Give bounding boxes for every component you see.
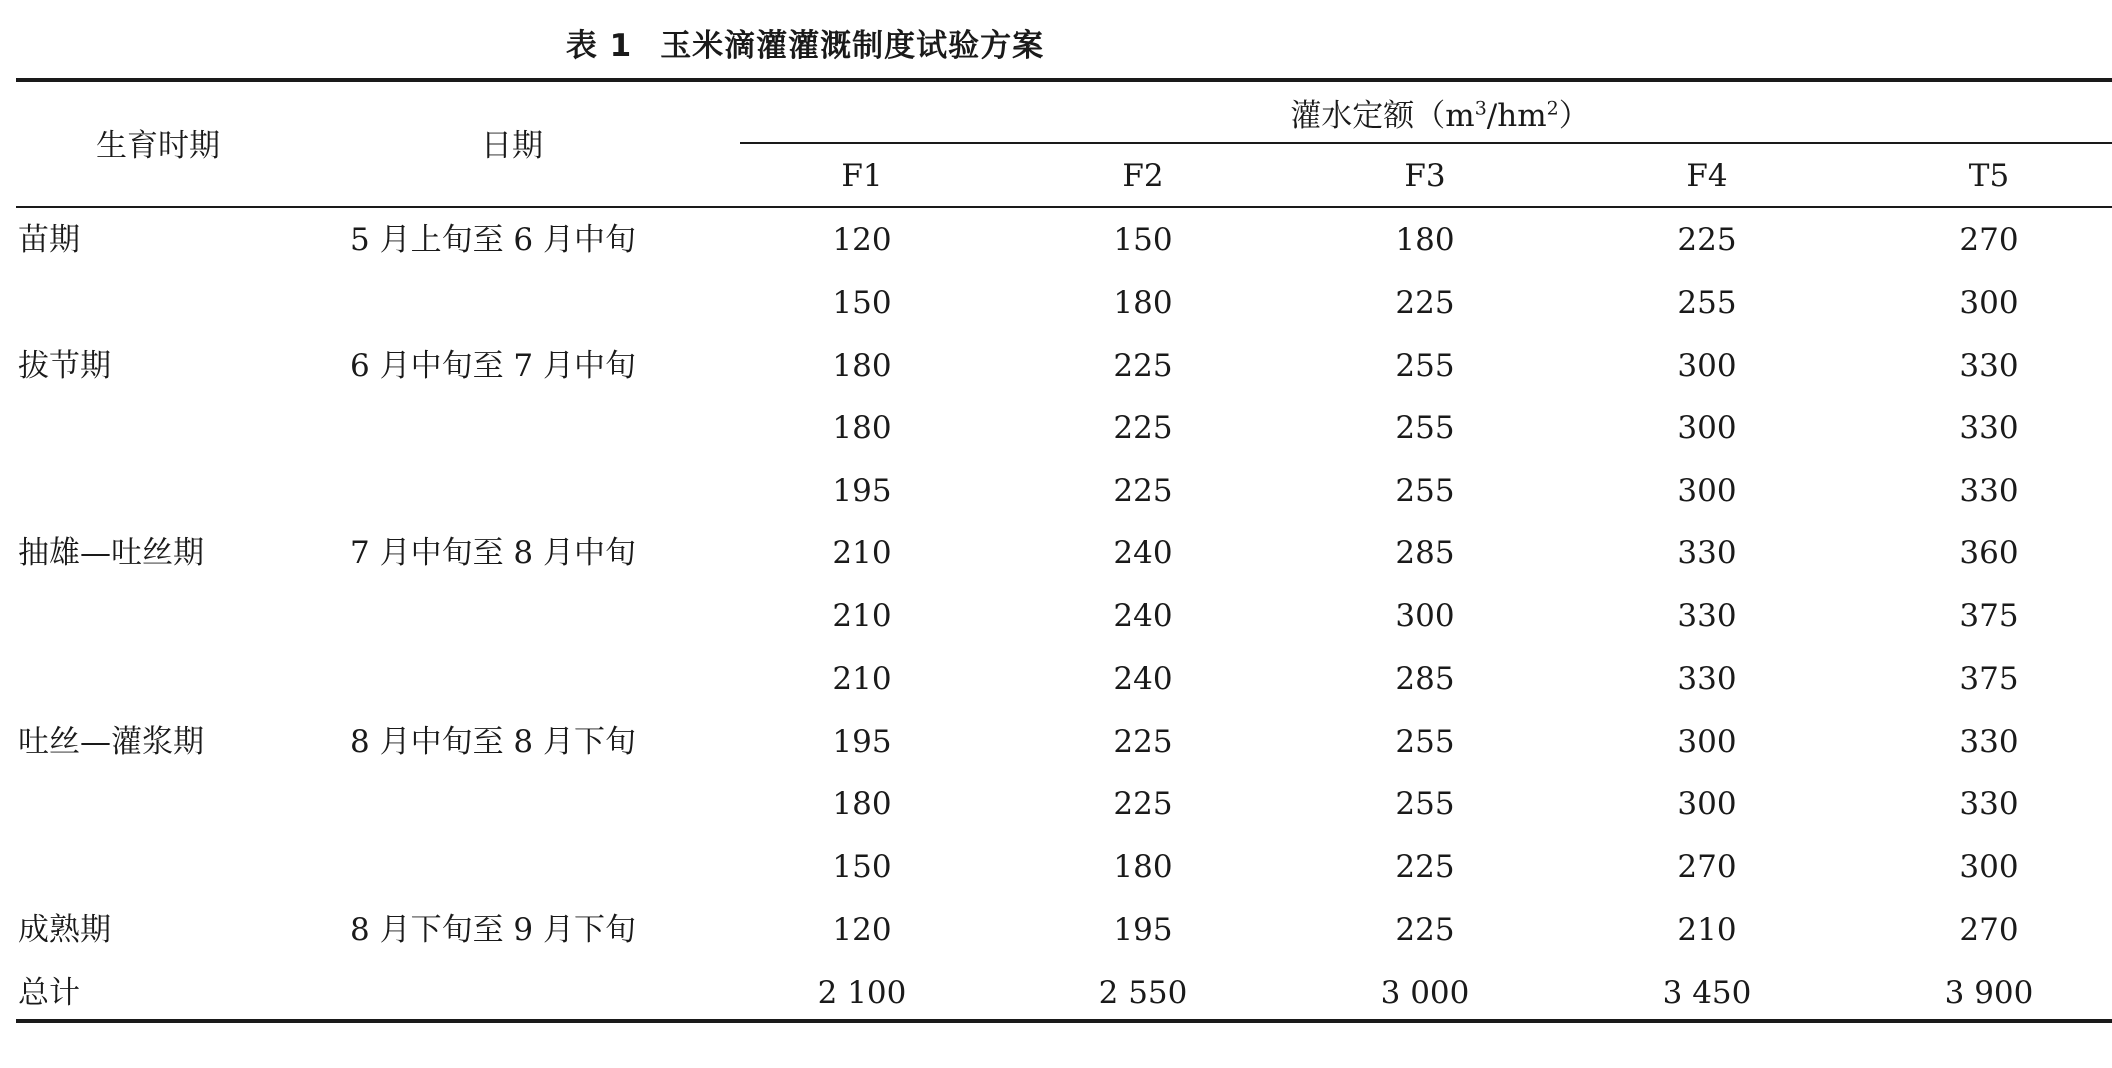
row-stage: 吐丝—灌浆期	[18, 724, 204, 760]
value-cell-f1: 210	[832, 661, 892, 697]
value-cell-t5: 330	[1959, 348, 2019, 384]
row-date: 8 月下旬至 9 月下旬	[350, 912, 637, 948]
value-cell-f1: 195	[832, 724, 892, 760]
value-cell-f3: 225	[1395, 849, 1455, 885]
value-cell-f2: 180	[1113, 285, 1173, 321]
value-cell-t5: 270	[1959, 912, 2019, 948]
row-stage: 成熟期	[18, 912, 111, 948]
column-header-2: F2	[1122, 158, 1164, 194]
value-cell-t5: 330	[1959, 786, 2019, 822]
value-cell-f4: 330	[1677, 535, 1737, 571]
value-cell-f4: 270	[1677, 849, 1737, 885]
value-cell-f1: 150	[832, 849, 892, 885]
value-cell-f4: 210	[1677, 912, 1737, 948]
value-cell-f3: 285	[1395, 661, 1455, 697]
value-cell-f4: 330	[1677, 661, 1737, 697]
value-cell-t5: 330	[1959, 724, 2019, 760]
row-date: 6 月中旬至 7 月中旬	[350, 348, 637, 384]
row-stage: 苗期	[18, 222, 80, 258]
table-title: 玉米滴灌灌溉制度试验方案	[660, 28, 1045, 64]
value-cell-t5: 3 900	[1944, 975, 2034, 1011]
value-cell-f4: 300	[1677, 724, 1737, 760]
value-cell-f2: 225	[1113, 410, 1173, 446]
value-cell-f1: 210	[832, 598, 892, 634]
value-cell-f1: 2 100	[817, 975, 907, 1011]
value-cell-t5: 360	[1959, 535, 2019, 571]
value-cell-f3: 225	[1395, 912, 1455, 948]
column-header-5: T5	[1968, 158, 2010, 194]
value-cell-f3: 255	[1395, 786, 1455, 822]
row-stage: 抽雄—吐丝期	[18, 535, 204, 571]
value-cell-f4: 300	[1677, 410, 1737, 446]
value-cell-f2: 240	[1113, 598, 1173, 634]
value-cell-t5: 270	[1959, 222, 2019, 258]
value-cell-f2: 195	[1113, 912, 1173, 948]
header-group-sup1: 3	[1474, 97, 1487, 120]
bottom-rule	[16, 1019, 2112, 1023]
value-cell-f3: 285	[1395, 535, 1455, 571]
value-cell-t5: 375	[1959, 661, 2019, 697]
value-cell-f3: 3 000	[1380, 975, 1470, 1011]
row-date: 5 月上旬至 6 月中旬	[350, 222, 637, 258]
value-cell-t5: 330	[1959, 410, 2019, 446]
row-date: 7 月中旬至 8 月中旬	[350, 535, 637, 571]
header-stage: 生育时期	[96, 128, 220, 164]
value-cell-f1: 150	[832, 285, 892, 321]
value-cell-f2: 180	[1113, 849, 1173, 885]
group-header-rule	[740, 142, 2112, 144]
row-date: 8 月中旬至 8 月下旬	[350, 724, 637, 760]
column-header-1: F1	[841, 158, 883, 194]
column-header-4: F4	[1686, 158, 1728, 194]
value-cell-f1: 180	[832, 786, 892, 822]
header-group-mid: /hm	[1486, 98, 1547, 134]
value-cell-t5: 330	[1959, 473, 2019, 509]
value-cell-f1: 210	[832, 535, 892, 571]
value-cell-f3: 255	[1395, 410, 1455, 446]
value-cell-f4: 3 450	[1662, 975, 1752, 1011]
value-cell-f1: 120	[832, 222, 892, 258]
value-cell-f4: 300	[1677, 348, 1737, 384]
value-cell-f2: 225	[1113, 724, 1173, 760]
table-number: 表 1	[565, 28, 633, 64]
value-cell-f2: 2 550	[1098, 975, 1188, 1011]
value-cell-f2: 225	[1113, 786, 1173, 822]
value-cell-f3: 255	[1395, 473, 1455, 509]
value-cell-f3: 180	[1395, 222, 1455, 258]
header-group-prefix: 灌水定额（m	[1290, 98, 1475, 134]
value-cell-f1: 180	[832, 410, 892, 446]
row-stage: 拔节期	[18, 348, 111, 384]
value-cell-f1: 180	[832, 348, 892, 384]
header-group-suffix: ）	[1558, 98, 1590, 134]
value-cell-f4: 255	[1677, 285, 1737, 321]
value-cell-f4: 300	[1677, 786, 1737, 822]
value-cell-f2: 150	[1113, 222, 1173, 258]
header-date: 日期	[481, 128, 543, 164]
column-header-3: F3	[1404, 158, 1446, 194]
value-cell-t5: 300	[1959, 849, 2019, 885]
value-cell-f3: 255	[1395, 724, 1455, 760]
value-cell-f2: 225	[1113, 348, 1173, 384]
value-cell-f1: 120	[832, 912, 892, 948]
header-irrigation-quota	[1180, 96, 1700, 136]
value-cell-f2: 240	[1113, 661, 1173, 697]
value-cell-f3: 300	[1395, 598, 1455, 634]
value-cell-f3: 255	[1395, 348, 1455, 384]
value-cell-f3: 225	[1395, 285, 1455, 321]
value-cell-t5: 375	[1959, 598, 2019, 634]
header-rule	[16, 206, 2112, 208]
table-caption	[0, 20, 1610, 65]
value-cell-f4: 225	[1677, 222, 1737, 258]
value-cell-t5: 300	[1959, 285, 2019, 321]
value-cell-f1: 195	[832, 473, 892, 509]
top-rule	[16, 78, 2112, 82]
value-cell-f2: 240	[1113, 535, 1173, 571]
value-cell-f4: 300	[1677, 473, 1737, 509]
value-cell-f2: 225	[1113, 473, 1173, 509]
row-stage: 总计	[18, 975, 80, 1011]
header-group-sup2: 2	[1546, 97, 1559, 120]
value-cell-f4: 330	[1677, 598, 1737, 634]
